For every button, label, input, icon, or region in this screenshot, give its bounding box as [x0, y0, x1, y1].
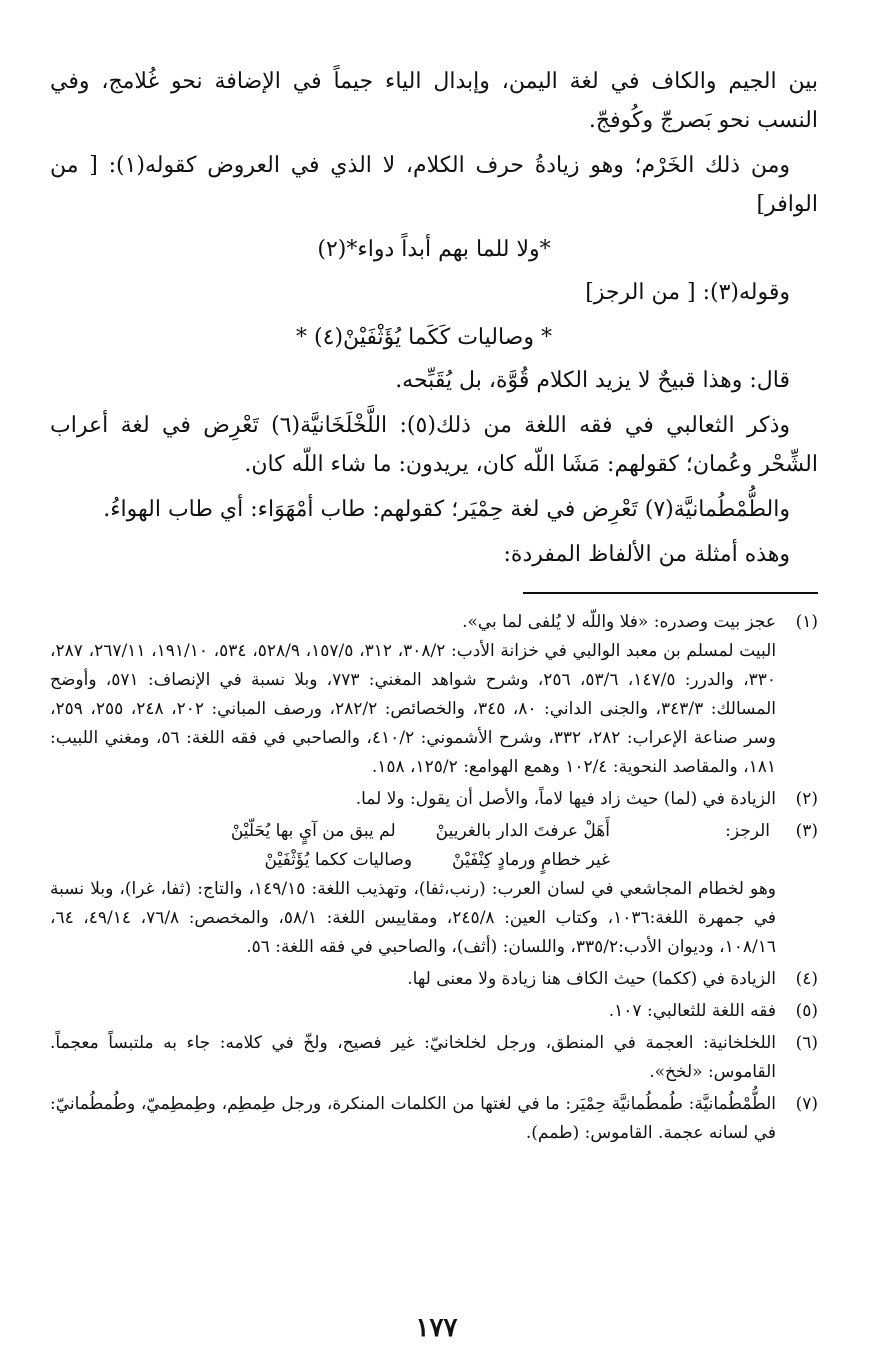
footnote-line: عجز بيت وصدره: «فلا واللّه لا يُلفى لما بي». — [462, 612, 776, 632]
footnote-body — [50, 997, 776, 1026]
verse-hemistich: أَهَلْ عرفتَ الدار بالغريينْ — [435, 821, 610, 841]
paragraph-tumtumaniyya: والطُّمْطُمانيَّة(٧) تَعْرِض في لغة حِمْيَر؛ كقولهم: طاب أمْهَوَاء: أي طاب الهواءُ. — [103, 497, 790, 522]
footnote-number: (٢) — [795, 789, 818, 809]
verse-1: *ولا للما بهم أبداً دواء*(٢) — [317, 237, 551, 262]
footnote-body — [50, 1090, 776, 1148]
footnote-4 — [50, 965, 818, 994]
footnote-line: فقه اللغة للثعالبي: ١٠٧. — [608, 1001, 776, 1021]
footnote-line: الطُّمْطُمانيَّة: طُمطُمانيَّة حِمْيَر: ما في لغتها من الكلمات المنكرة، ورجل طِمطِم، وطِمطِميّ، وطُمطُمانيّ: في لسانه عجمة. القاموس: (طمم). — [50, 1094, 776, 1143]
footnote-line: الزيادة في (لما) حيث زاد فيها لاماً، والأصل أن يقول: ولا لما. — [355, 789, 776, 809]
footnote-body — [50, 608, 776, 782]
footnote-verse-label: الرجز: — [725, 821, 770, 841]
footnote-number: (٣) — [795, 821, 818, 841]
paragraph-examples: وهذه أمثلة من الألفاظ المفردة: — [503, 542, 790, 567]
footnote-2 — [50, 785, 818, 814]
footnote-verse-line-2 — [50, 846, 776, 875]
paragraph-thaalibi: وذكر الثعالبي في فقه اللغة من ذلك(٥): اللَّخْلَخَانيَّة(٦) تَعْرِض في لغة أعراب الشِّحْر وعُمان؛ كقولهم: مَشَا اللّه كان، يريدون: ما شاء اللّه كان. — [50, 413, 818, 477]
verse-hemistich: غير خطامٍ ورمادٍ كِنْفَيْنْ — [452, 850, 610, 870]
footnote-6 — [50, 1029, 818, 1087]
footnote-body — [50, 965, 776, 994]
verse-hemistich: وصاليات ككما يُؤَثْفَيْنْ — [264, 850, 413, 870]
footnote-line: وهو لخطام المجاشعي في لسان العرب: (رنب،ثفا)، وتهذيب اللغة: ١٤٩/١٥، والتاج: (ثفا، غرا)، وبلا نسبة في جمهرة اللغة:١٠٣٦، وكتاب العين: ٢٤٥/٨، ومقاييس اللغة: ٥٨/١، والمخصص: ٧٦/٨، ٤٩/١٤، ٦٤، ١٠٨/١٦، وديوان الأدب:٣٣٥/٢، واللسان: (أثف)، والصاحبي في فقه اللغة: ٥٦. — [50, 879, 777, 957]
footnote-number: (١) — [795, 612, 818, 632]
footnote-number: (٧) — [795, 1094, 818, 1114]
paragraph-1: بين الجيم والكاف في لغة اليمن، وإبدال الياء جيماً في الإضافة نحو غُلامج، وفي النسب نحو بَصرجّ وكُوفجّ. — [50, 69, 818, 133]
page-number: ١٧٧ — [415, 1313, 458, 1343]
verse-hemistich: لم يبق من آيٍ بها يُحَلّيْنْ — [230, 821, 396, 841]
main-text — [50, 62, 818, 574]
footnote-5 — [50, 997, 818, 1026]
footnote-body — [50, 817, 776, 962]
footnote-number: (٥) — [795, 1001, 818, 1021]
footnote-body — [50, 1029, 776, 1087]
footnote-7 — [50, 1090, 818, 1148]
footnote-3 — [50, 817, 818, 962]
footnote-1 — [50, 608, 818, 782]
footnote-line: الزيادة في (ككما) حيث الكاف هنا زيادة ولا معنى لها. — [407, 969, 776, 989]
footnote-line: البيت لمسلم بن معبد الوالبي في خزانة الأدب: ٣٠٨/٢، ٣١٢، ١٥٧/٥، ٥٢٨/٩، ٥٣٤، ١٩١/١٠، ٢٦٧/١١، ٢٨٧، ٣٣٠، والدرر: ١٤٧/٥، ٥٣/٦، ٢٥٦، وشرح شواهد المغني: ٧٧٣، وبلا نسبة في الإنصاف: ٥٧١، وأوضح المسالك: ٣٤٣/٣، والجنى الداني: ٨٠، ٣٤٥، والخصائص: ٢٨٢/٢، ورصف المباني: ٢٠٢، ٢٤٨، ٢٥٥، ٢٥٩، وسر صناعة الإعراب: ٢٨٢، ٣٣٢، وشرح الأشموني: ٤١٠/٢، والصاحبي في فقه اللغة: ٥٦، ومغني اللبيب: ١٨١، والمقاصد النحوية: ١٠٢/٤ وهمع الهوامع: ١٢٥/٢، ١٥٨. — [50, 641, 777, 777]
footnote-verse-line-1 — [50, 817, 776, 846]
footnote-divider — [523, 592, 818, 594]
footnote-number: (٤) — [795, 969, 818, 989]
page — [50, 62, 818, 1351]
paragraph-qawluh: وقوله(٣): [ من الرجز] — [585, 280, 790, 305]
footnote-number: (٦) — [795, 1033, 818, 1053]
footnote-body — [50, 785, 776, 814]
paragraph-qal: قال: وهذا قبيحٌ لا يزيد الكلام قُوَّة، بل يُقَبِّحه. — [395, 368, 790, 393]
footnotes — [50, 608, 818, 1148]
footnote-line: اللخلخانية: العجمة في المنطق، ورجل لخلخانيّ: غير فصيح، ولخّ في كلامه: جاء به ملتبساً معجماً. القاموس: «لخخ». — [50, 1033, 776, 1082]
paragraph-2: ومن ذلك الخَرْم؛ وهو زيادةُ حرف الكلام، لا الذي في العروض كقوله(١): [ من الوافر] — [50, 153, 818, 217]
verse-2: * وصاليات كَكَما يُؤَثْفَيْنْ(٤) * — [296, 325, 552, 350]
